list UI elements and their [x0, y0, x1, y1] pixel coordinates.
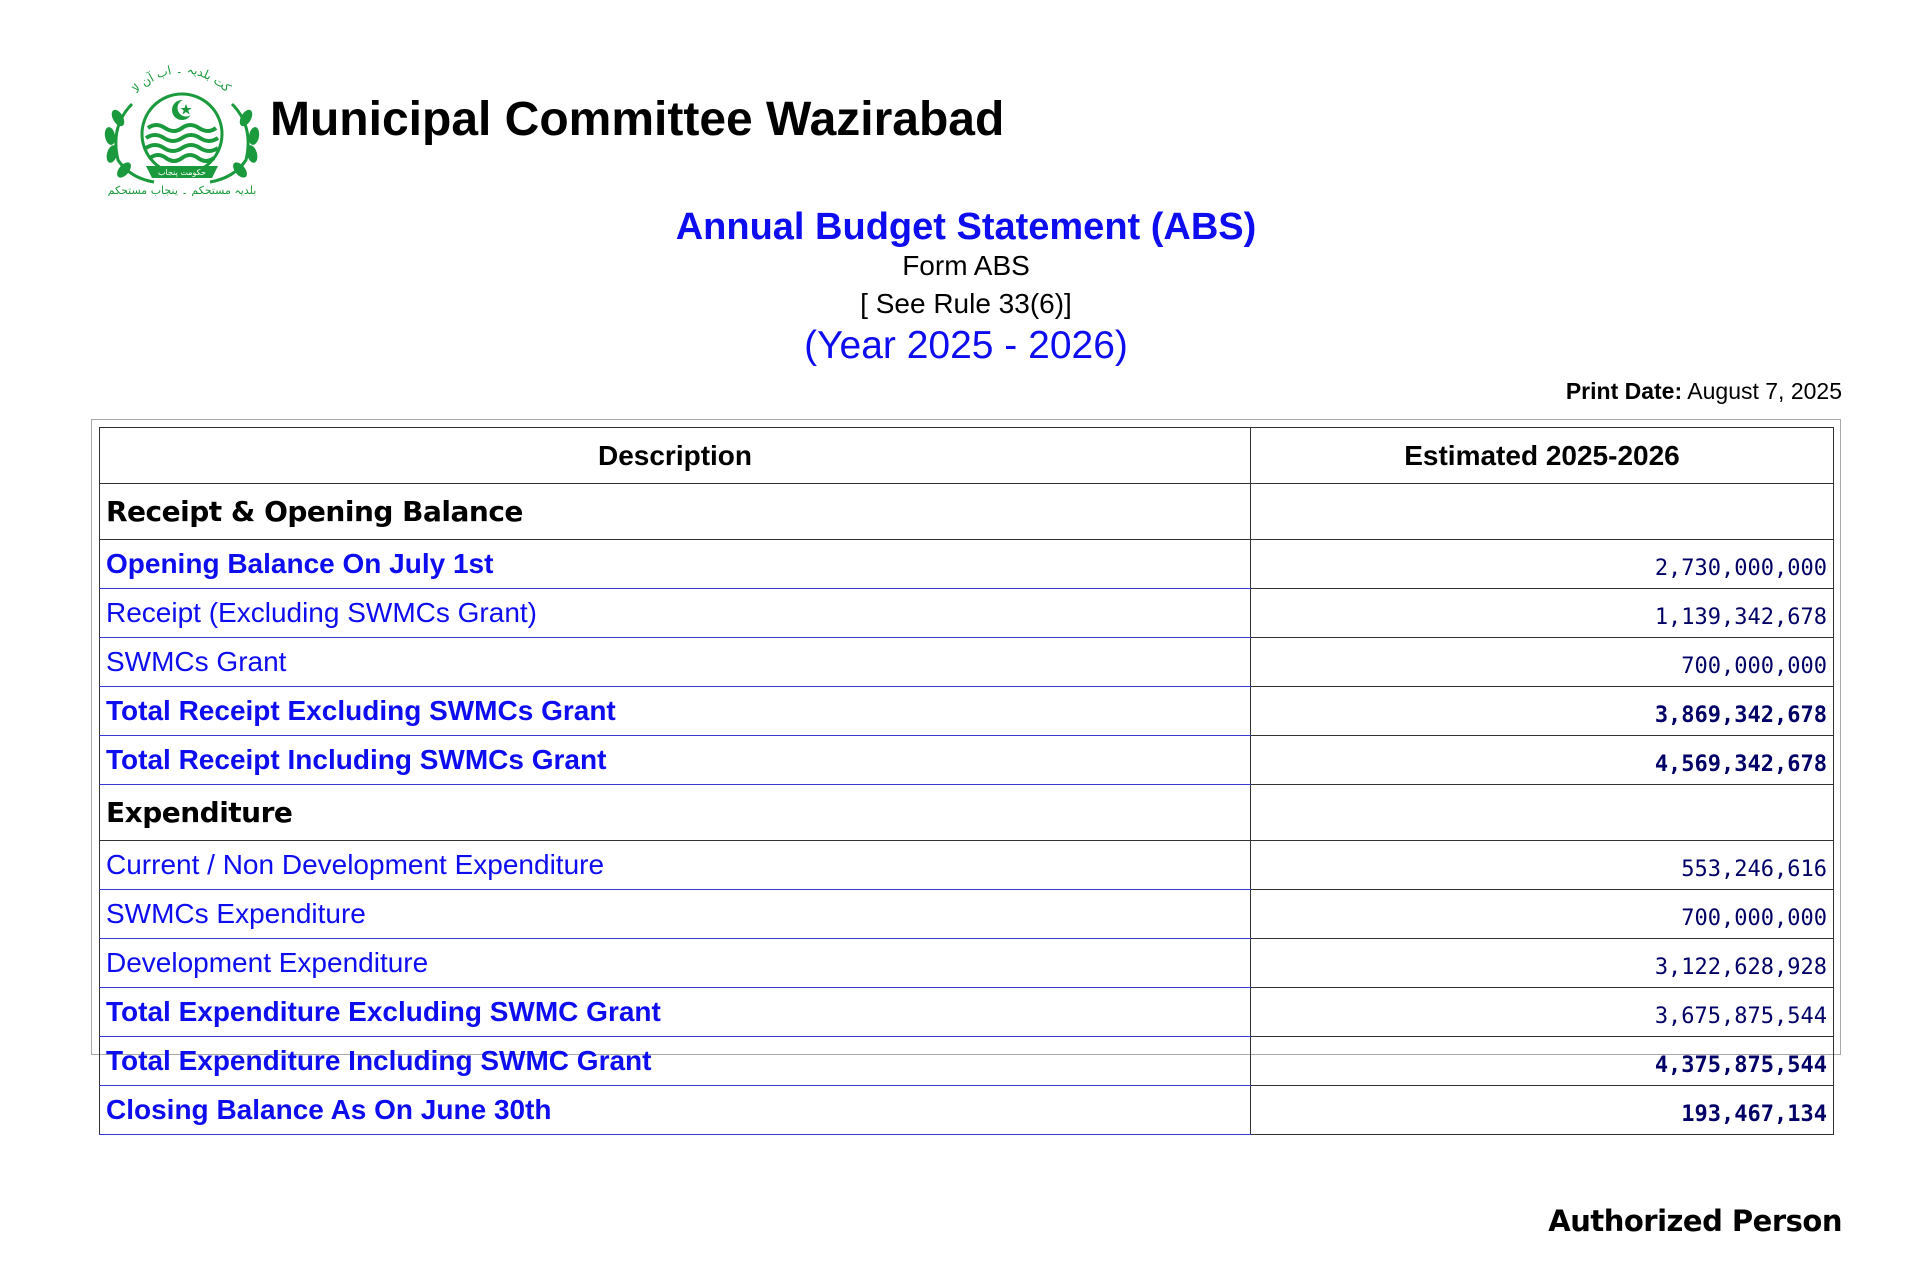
row-description: Opening Balance On July 1st [100, 540, 1251, 589]
print-date-label: Print Date: [1565, 378, 1683, 404]
logo-bottom-text: بلدیہ مستحکم ۔ پنجاب مستحکم [107, 184, 257, 196]
row-description: SWMCs Expenditure [100, 890, 1251, 939]
logo-ribbon-text: حکومت پنجاب [158, 168, 206, 177]
rule-reference: [ See Rule 33(6)] [860, 288, 1072, 319]
section-heading: Expenditure [100, 785, 1251, 841]
row-value: 700,000,000 [1251, 890, 1834, 939]
row-value: 4,375,875,544 [1251, 1037, 1834, 1086]
row-description: Closing Balance As On June 30th [100, 1086, 1251, 1135]
punjab-emblem-icon [96, 54, 268, 196]
table-row [100, 890, 1834, 939]
print-date-value: August 7, 2025 [1687, 378, 1842, 404]
budget-table-body [100, 484, 1834, 1135]
row-value: 700,000,000 [1251, 638, 1834, 687]
table-row [100, 841, 1834, 890]
organization-name: Municipal Committee Wazirabad [270, 93, 1005, 146]
logo-top-text: کت بلدیہ ۔ اب آن لائن [129, 61, 234, 96]
print-date [1566, 378, 1842, 405]
row-value: 1,139,342,678 [1251, 589, 1834, 638]
row-value: 3,675,875,544 [1251, 988, 1834, 1037]
row-value: 193,467,134 [1251, 1086, 1834, 1135]
section-value-cell [1251, 785, 1834, 841]
table-row [100, 1037, 1834, 1086]
section-row [100, 785, 1834, 841]
row-description: Receipt (Excluding SWMCs Grant) [100, 589, 1251, 638]
authorized-person-signature: Authorized Person [1548, 1204, 1842, 1238]
table-row [100, 1086, 1834, 1135]
section-heading: Receipt & Opening Balance [100, 484, 1251, 540]
page-title: Annual Budget Statement (ABS) [675, 206, 1257, 248]
row-value: 3,869,342,678 [1251, 687, 1834, 736]
table-row [100, 540, 1834, 589]
punjab-government-logo [96, 54, 268, 196]
row-description: Total Expenditure Including SWMC Grant [100, 1037, 1251, 1086]
table-header-row [100, 428, 1834, 484]
table-row [100, 638, 1834, 687]
section-row [100, 484, 1834, 540]
row-description: Total Receipt Including SWMCs Grant [100, 736, 1251, 785]
svg-text:حرکت بلدیہ ۔ اب آن لائن [96, 54, 234, 96]
section-value-cell [1251, 484, 1834, 540]
budget-table [99, 427, 1834, 1135]
row-description: Development Expenditure [100, 939, 1251, 988]
row-value: 553,246,616 [1251, 841, 1834, 890]
table-row [100, 939, 1834, 988]
table-row [100, 736, 1834, 785]
row-description: Current / Non Development Expenditure [100, 841, 1251, 890]
row-value: 4,569,342,678 [1251, 736, 1834, 785]
row-description: Total Expenditure Excluding SWMC Grant [100, 988, 1251, 1037]
fiscal-year: (Year 2025 - 2026) [804, 324, 1128, 367]
table-row [100, 687, 1834, 736]
column-header-estimated: Estimated 2025-2026 [1251, 428, 1834, 484]
table-row [100, 589, 1834, 638]
row-value: 2,730,000,000 [1251, 540, 1834, 589]
table-row [100, 988, 1834, 1037]
row-value: 3,122,628,928 [1251, 939, 1834, 988]
column-header-description: Description [100, 428, 1251, 484]
row-description: Total Receipt Excluding SWMCs Grant [100, 687, 1251, 736]
form-name: Form ABS [902, 250, 1030, 281]
row-description: SWMCs Grant [100, 638, 1251, 687]
